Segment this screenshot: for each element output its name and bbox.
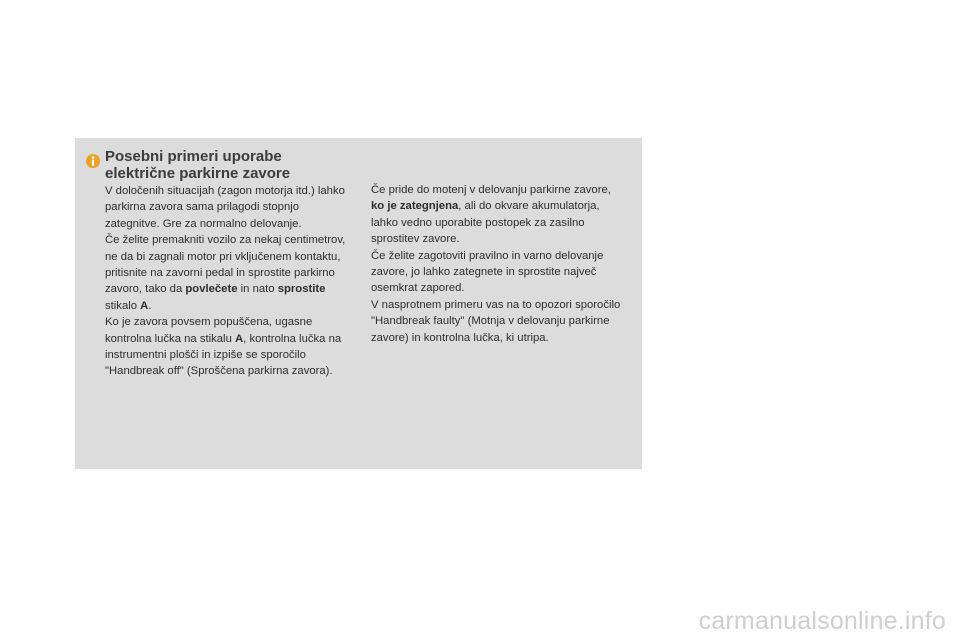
title-line-2: električne parkirne zavore (105, 165, 291, 182)
left-p3-text-a: Ko je zavora povsem popuščena, ugasne kontrolna lučka na stikalu (105, 316, 313, 345)
left-p3-text-b: , kontrolna lučka na instrumentni plošči in izpiše se sporočilo "Handbreak off" (Sproščena parkirna zavora). (105, 332, 342, 378)
left-p3-bold-switch: A (235, 332, 244, 345)
left-p2-text-d: . (148, 299, 152, 312)
left-p2-text-b: in nato (237, 283, 278, 296)
left-column (105, 183, 355, 380)
left-p2-text-c: stikalo (105, 299, 141, 312)
right-p1-text-b: , ali do okvare akumulatorja, lahko vedno uporabite postopek za zasilno sprostitev zavore. (371, 200, 600, 246)
left-p2-bold-release: sprostite (277, 283, 326, 296)
left-p2-text-a: Če želite premakniti vozilo za nekaj centimetrov, ne da bi zagnali motor pri vključenem kontaktu, pritisnite na zavorni pedal in sprostite parkirno zavoro, tako da (105, 234, 346, 296)
right-paragraph-1 (371, 182, 621, 248)
right-column (371, 182, 621, 346)
left-paragraph-1: V določenih situacijah (zagon motorja itd.) lahko parkirna zavora sama prilagodi stopnjo zategnitve. Gre za normalno delovanje. (105, 185, 345, 230)
right-paragraph-3: V nasprotnem primeru vas na to opozori sporočilo "Handbreak faulty" (Motnja v delovanju parkirne zavore) in kontrolna lučka, ki utripa. (371, 298, 621, 344)
title-line-1: Posebni primeri uporabe (105, 148, 282, 165)
right-p1-bold: ko je zategnjena (371, 200, 459, 213)
left-paragraph-2 (105, 232, 355, 314)
watermark: carmanualsonline.info (698, 607, 946, 635)
left-p2-bold-pull: povlečete (185, 283, 238, 296)
right-paragraph-2: Če želite zagotoviti pravilno in varno delovanje zavore, jo lahko zategnete in sprostite največ osemkrat zapored. (371, 249, 604, 295)
section-title (105, 148, 365, 182)
right-p1-text-a: Če pride do motenj v delovanju parkirne zavore, (371, 184, 611, 196)
info-icon (85, 153, 101, 169)
left-p2-bold-switch: A (140, 299, 149, 312)
left-paragraph-3 (105, 314, 355, 380)
